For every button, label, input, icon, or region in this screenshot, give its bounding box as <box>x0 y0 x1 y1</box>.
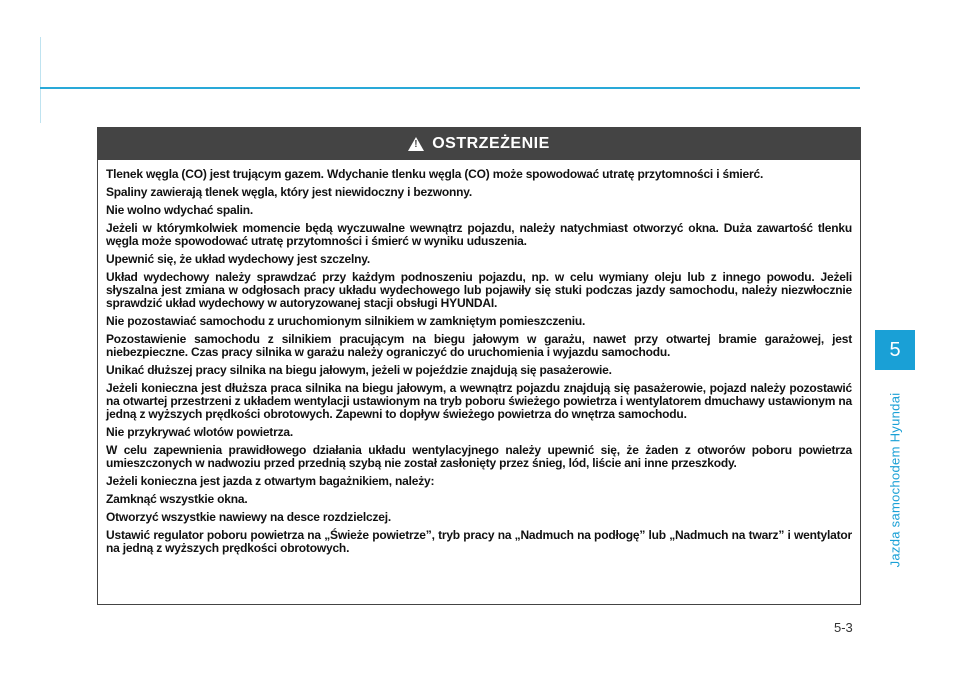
warning-header-label: OSTRZEŻENIE <box>432 135 550 152</box>
warning-paragraph: Zamknąć wszystkie okna. <box>106 492 248 506</box>
warning-paragraph: Układ wydechowy należy sprawdzać przy każdym podnoszeniu pojazdu, np. w celu wymiany oleju lub z innego powodu. Jeżeli słyszalna jest zmiana w odgłosach pracy układu wydechowego lub pojawiły się stuki podczas jazdy samochodu, należy niezwłocznie sprawdzić układ wydechowy w autoryzowanej stacji obsługi HYUNDAI. <box>106 270 852 310</box>
page-number: 5-3 <box>834 620 853 635</box>
warning-paragraph: Jeżeli konieczna jest dłuższa praca silnika na biegu jałowym, a wewnątrz pojazdu znajdują się pasażerowie, pojazd należy pozostawić na otwartej przestrzeni z układem wentylacji ustawionym na tryb poboru świeżego powietrza i wentylatorem dmuchawy ustawionym na jedną z wyższych prędkości obrotowych. Zapewni to dopływ świeżego powietrza do wnętrza samochodu. <box>106 381 852 421</box>
warning-body <box>98 160 860 555</box>
warning-paragraph: Nie przykrywać wlotów powietrza. <box>106 425 293 439</box>
warning-paragraph: Tlenek węgla (CO) jest trującym gazem. Wdychanie tlenku węgla (CO) może spowodować utratę przytomności i śmierć. <box>106 167 764 181</box>
header-rule <box>40 87 860 89</box>
warning-paragraph: Upewnić się, że układ wydechowy jest szczelny. <box>106 252 371 266</box>
warning-paragraph: Otworzyć wszystkie nawiewy na desce rozdzielczej. <box>106 510 391 524</box>
warning-paragraph: Ustawić regulator poboru powietrza na „Świeże powietrze”, tryb pracy na „Nadmuch na podłogę” lub „Nadmuch na twarz” i wentylator na jedną z wyższych prędkości obrotowych. <box>106 528 852 555</box>
warning-paragraph: Jeżeli konieczna jest jazda z otwartym bagażnikiem, należy: <box>106 474 435 488</box>
warning-paragraph: W celu zapewnienia prawidłowego działania układu wentylacyjnego należy upewnić się, że żaden z otworów poboru powietrza umieszczonych w nadwoziu przed przednią szybą nie został zasłonięty przez śnieg, lód, liście ani inne przeszkody. <box>106 443 852 470</box>
warning-triangle-icon <box>408 137 424 151</box>
warning-box <box>97 127 861 605</box>
chapter-title: Jazda samochodem Hyundai <box>887 392 903 568</box>
warning-paragraph: Jeżeli w którymkolwiek momencie będą wyczuwalne wewnątrz pojazdu, należy natychmiast otworzyć okna. Duża zawartość tlenku węgla może spowodować utratę przytomności i śmierć w wyniku uduszenia. <box>106 221 852 248</box>
chapter-number-tab: 5 <box>875 330 915 370</box>
warning-paragraph: Unikać dłuższej pracy silnika na biegu jałowym, jeżeli w pojeździe znajdują się pasażerowie. <box>106 363 612 377</box>
warning-paragraph: Nie wolno wdychać spalin. <box>106 203 254 217</box>
warning-paragraph: Pozostawienie samochodu z silnikiem pracującym na biegu jałowym w garażu, nawet przy otwartej bramie garażowej, jest niebezpieczne. Czas pracy silnika w garażu należy ograniczyć do uruchomienia i wyjazdu samochodu. <box>106 332 852 359</box>
warning-paragraph: Nie pozostawiać samochodu z uruchomionym silnikiem w zamkniętym pomieszczeniu. <box>106 314 586 328</box>
warning-paragraph: Spaliny zawierają tlenek węgla, który jest niewidoczny i bezwonny. <box>106 185 473 199</box>
left-margin-rule <box>40 37 41 123</box>
warning-header <box>98 128 860 160</box>
